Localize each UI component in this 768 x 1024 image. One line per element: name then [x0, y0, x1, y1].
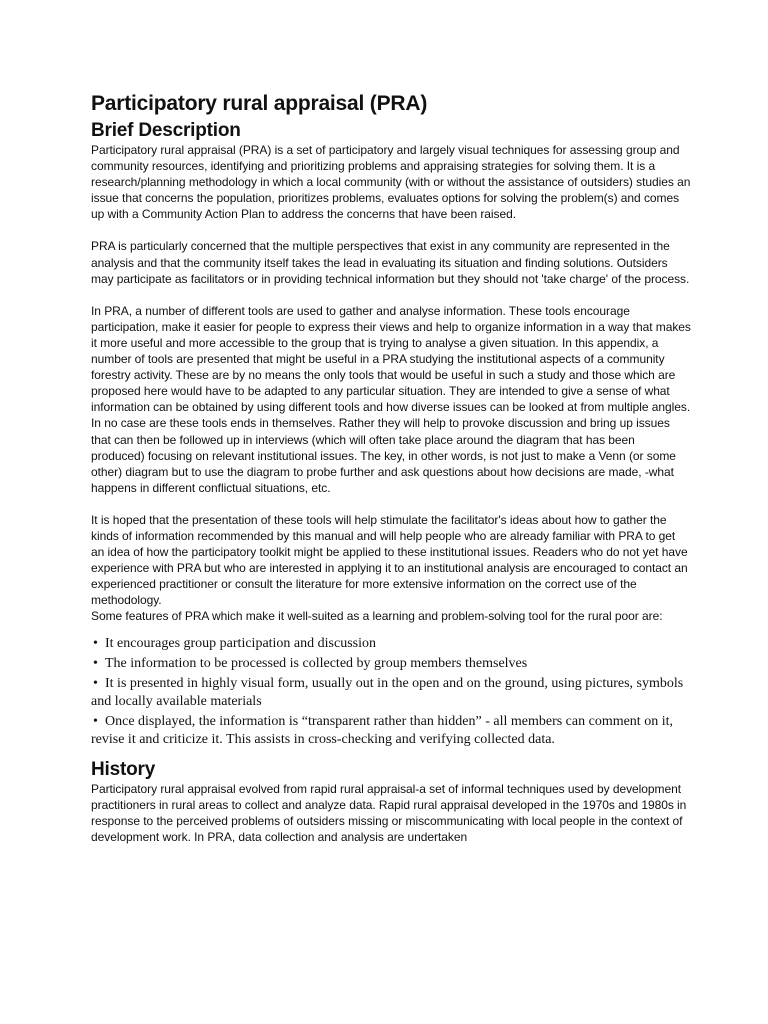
paragraph: Some features of PRA which make it well-suited as a learning and problem-solving tool for the rural poor are: [91, 609, 663, 624]
section-heading-history: History [91, 758, 156, 780]
paragraph: Participatory rural appraisal (PRA) is a set of participatory and largely visual techniques for assessing group and community resources, identifying and prioritizing problems and appraising strategies for solving them. It is a research/planning methodology in which a local community (with or without the assistance of outsiders) studies an issue that concerns the population, prioritizes problems, evaluates options for solving the problem(s) and comes up with a Community Action Plan to address the concerns that have been raised. [91, 143, 691, 222]
list-item [91, 675, 691, 711]
list-item-text: The information to be processed is collected by group members themselves [105, 655, 528, 671]
bullet-icon: • [93, 635, 98, 651]
paragraph: It is hoped that the presentation of these tools will help stimulate the facilitator's ideas about how to gather the kinds of information recommended by this manual and will help people who are already familiar with PRA to get an idea of how the participatory toolkit might be applied to these institutional issues. Readers who do not yet have experience with PRA but who are interested in applying it to an institutional analysis are encouraged to contact an experienced practitioner or consult the literature for more extensive information on the correct use of the methodology. [91, 512, 688, 608]
list-item [91, 713, 691, 749]
page-title: Participatory rural appraisal (PRA) [91, 92, 428, 115]
section-heading-brief-description: Brief Description [91, 120, 241, 141]
paragraph: PRA is particularly concerned that the multiple perspectives that exist in any community are represented in the analysis and that the community itself takes the lead in evaluating its situation and finding solutions. Outsiders may participate as facilitators or in providing technical information but they should not 'take charge' of the process. [91, 239, 690, 286]
features-list [91, 635, 691, 749]
paragraph: Participatory rural appraisal evolved from rapid rural appraisal-a set of informal techniques used by development practitioners in rural areas to collect and analyze data. Rapid rural appraisal developed in the 1970s and 1980s in response to the perceived problems of outsiders missing or miscommunicating with local people in the context of development work. In PRA, data collection and analysis are undertaken [91, 781, 687, 844]
bullet-icon: • [93, 655, 98, 671]
list-item [91, 635, 691, 653]
paragraph: In PRA, a number of different tools are used to gather and analyse information. These tools encourage participation, make it easier for people to express their views and help to organize information in a way that makes it more useful and more accessible to the group that is trying to analyse a given situation. In this appendix, a number of tools are presented that might be useful in a PRA studying the institutional aspects of a community forestry activity. These are by no means the only tools that would be useful in such a study and those which are proposed here would have to be adapted to any particular situation. They are intended to give a sense of what information can be obtained by using different tools and how diverse issues can be looked at from multiple angles. In no case are these tools ends in themselves. Rather they will help to provoke discussion and bring up issues that can then be followed up in interviews (which will often take place around the diagram that has been produced) focusing on relevant institutional issues. The key, in other words, is not just to make a Venn (or some other) diagram but to use the diagram to probe further and ask questions about how decisions are made, -what happens in different conflictual situations, etc. [91, 303, 691, 495]
bullet-icon: • [93, 675, 98, 691]
document-page [91, 92, 691, 845]
list-item-text: Once displayed, the information is “transparent rather than hidden” - all members can comment on it, revise it and criticize it. This assists in cross-checking and verifying collected data. [91, 713, 673, 747]
list-item [91, 655, 691, 673]
list-item-text: It is presented in highly visual form, usually out in the open and on the ground, using pictures, symbols and locally available materials [91, 675, 684, 709]
list-item-text: It encourages group participation and discussion [105, 635, 376, 651]
bullet-icon: • [93, 713, 98, 729]
